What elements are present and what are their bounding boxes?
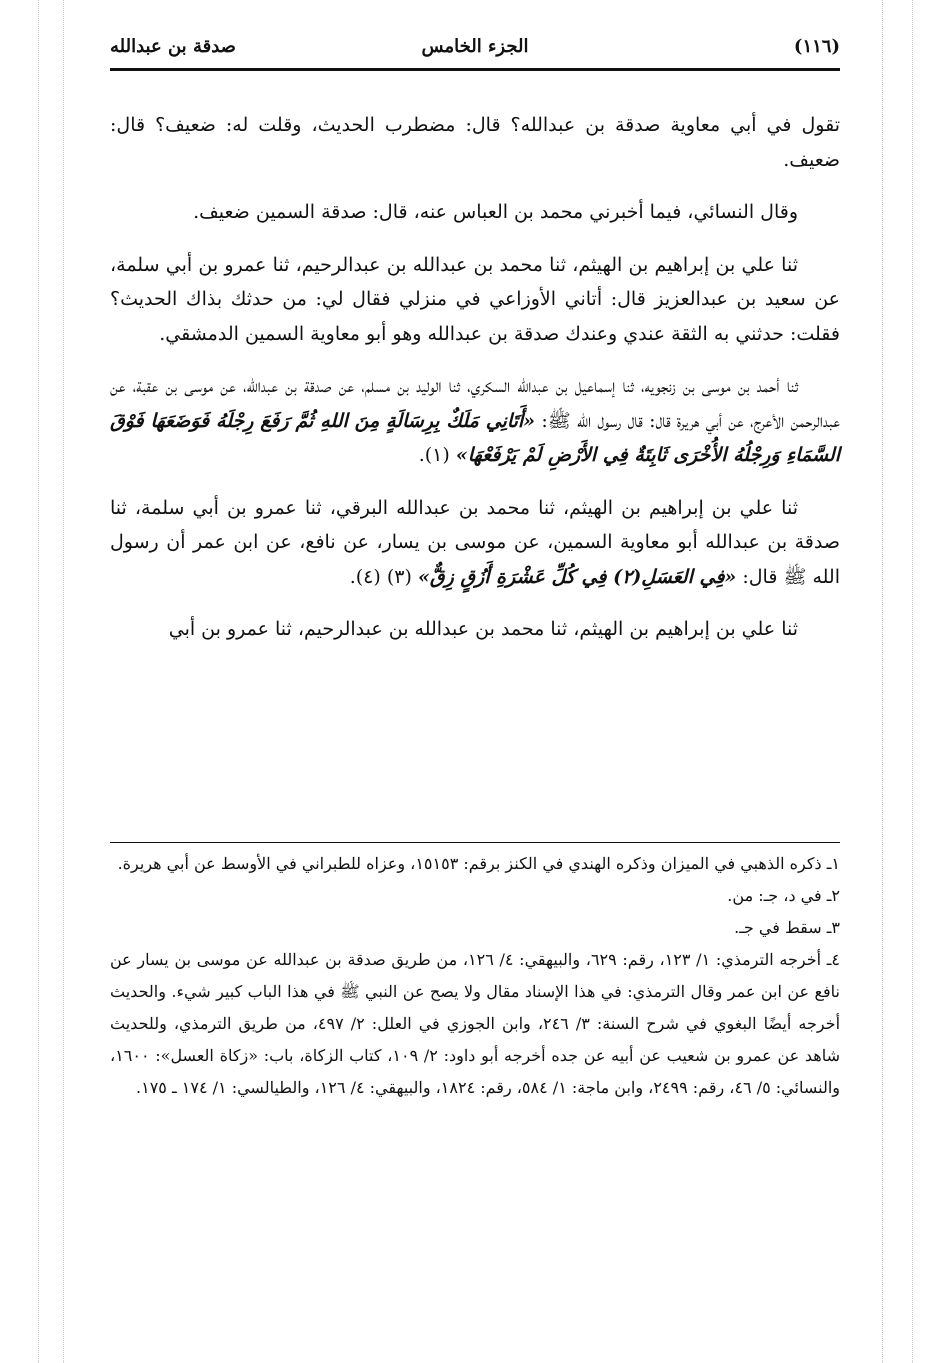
paragraph [110,369,840,473]
paragraph [110,491,840,595]
chapter-title: صدقة بن عبدالله [110,36,236,57]
isnad-text: ثنا أحمد بن موسى بن زنجويه، ثنا إسماعيل بن عبدالله السكري، ثنا الوليد بن مسلم، عن صدقة بن عبدالله، عن موسى بن عقبة، عن عبدالرحمن الأعرج، عن أبي هريرة قال: قال رسول الله ﷺ: [110,375,841,432]
hadith-quote: «فِي العَسَلِ(٢) فِي كُلِّ عَشْرَةِ أَزُقٍ زِقٌّ» [417,565,737,588]
main-text [110,108,840,665]
page-number: (١١٦) [793,36,840,57]
margin-dotted-line [38,0,39,1363]
footnote: ٢ـ في د، جـ: من. [727,886,840,905]
volume-title: الجزء الخامس [421,36,529,57]
footnote-ref: (١). [418,444,450,466]
paragraph: ثنا علي بن إبراهيم بن الهيثم، ثنا محمد بن عبدالله بن عبدالرحيم، ثنا عمرو بن أبي [168,618,798,640]
margin-dotted-line [912,0,913,1363]
footnote-ref: (٣) (٤). [349,565,412,588]
paragraph: وقال النسائي، فيما أخبرني محمد بن العباس عنه، قال: صدقة السمين ضعيف. [193,201,798,223]
footnote-divider [110,842,840,843]
footnote: ٤ـ أخرجه الترمذي: ١/ ١٢٣، رقم: ٦٢٩، والبيهقي: ٤/ ١٢٦، من طريق صدقة بن عبدالله عن موسى بن يسار عن نافع عن ابن عمر وقال الترمذي: في هذا الإسناد مقال ولا يصح عن النبي ﷺ في هذا الباب كبير شيء. والحديث أخرجه أيضًا البغوي في شرح السنة: ٣/ ٢٤٦، وابن الجوزي في العلل: ٢/ ٤٩٧، من طريق الترمذي، وللحديث شاهد عن عمرو بن شعيب عن أبيه عن جده أخرجه أبو داود: ٢/ ١٠٩، كتاب الزكاة، باب: «زكاة العسل»: ١٦٠٠، والنسائي: ٥/ ٤٦، رقم: ٢٤٩٩، وابن ماجة: ١/ ٥٨٤، رقم: ١٨٢٤، والبيهقي: ٤/ ١٢٦، والطيالسي: ١/ ١٧٤ ـ ١٧٥. [110,950,841,1097]
hadith-quote: «أَتَانِي مَلَكٌ بِرِسَالَةٍ مِنَ اللهِ ثُمَّ رَفَعَ رِجْلَهُ فَوَضَعَهَا فَوْقَ السَّمَاءِ وَرِجْلُهُ الأُخْرَى ثَابِتَةٌ فِي الأَرْضِ لَمْ يَرْفَعْهَا» [110,409,840,466]
margin-dotted-line [63,0,64,1363]
paragraph: ثنا علي بن إبراهيم بن الهيثم، ثنا محمد بن عبدالله بن عبدالرحيم، ثنا عمرو بن أبي سلمة، عن سعيد بن عبدالعزيز قال: أتاني الأوزاعي في منزلي فقال لي: من حدثك بذاك الحديث؟ فقلت: حدثني به الثقة عندي وعندك صدقة بن عبدالله وهو أبو معاوية السمين الدمشقي. [110,253,840,345]
paragraph: تقول في أبي معاوية صدقة بن عبدالله؟ قال: مضطرب الحديث، وقلت له: ضعيف؟ قال: ضعيف. [110,114,840,171]
isnad-text: ثنا علي بن إبراهيم بن الهيثم، ثنا محمد بن عبدالله البرقي، ثنا عمرو بن أبي سلمة، ثنا صدقة بن عبدالله أبو معاوية السمين، عن موسى بن يسار، عن نافع، عن ابن عمر أن رسول الله ﷺ قال: [110,496,840,588]
page-header [110,28,840,71]
footnotes [110,848,840,1104]
margin-dotted-line [882,0,883,1363]
footnote: ٣ـ سقط في جـ. [734,918,840,937]
footnote: ١ـ ذكره الذهبي في الميزان وذكره الهندي في الكنز برقم: ١٥١٥٣، وعزاه للطبراني في الأوسط عن أبي هريرة. [117,854,840,873]
